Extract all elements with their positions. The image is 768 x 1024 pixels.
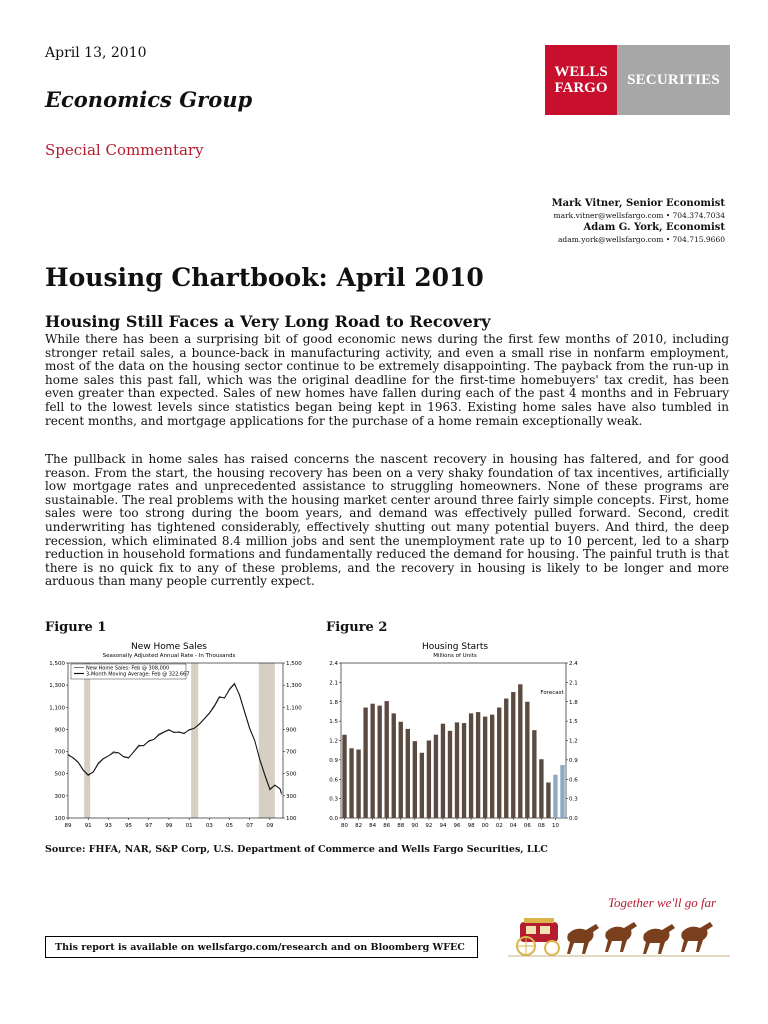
bar [504, 699, 508, 818]
y-tick-label: 1,100 [286, 705, 302, 712]
bar [553, 775, 557, 818]
y-tick-label: 100 [54, 816, 65, 822]
logo-line-2: FARGO [554, 80, 608, 96]
chart-subtitle: Millions of Units [433, 653, 477, 659]
bar [532, 730, 536, 818]
section-heading: Housing Still Faces a Very Long Road to Recovery [45, 312, 491, 331]
y-tick-label: 0.9 [569, 757, 578, 764]
source-note: Source: FHFA, NAR, S&P Corp, U.S. Department of Commerce and Wells Fargo Securities, LLC [45, 844, 548, 855]
bar [462, 723, 466, 818]
x-tick-label: 06 [523, 823, 531, 829]
y-tick-label: 1,500 [286, 661, 302, 667]
bar [377, 706, 381, 818]
bar [420, 753, 424, 818]
report-date: April 13, 2010 [45, 45, 147, 61]
x-tick-label: 88 [397, 823, 405, 829]
x-tick-label: 98 [467, 823, 475, 829]
y-tick-label: 2.4 [329, 661, 338, 667]
y-tick-label: 0.9 [329, 757, 338, 764]
tagline: Together we'll go far [608, 895, 717, 910]
wells-fargo-securities-logo [545, 45, 730, 115]
y-tick-label: 900 [286, 727, 297, 734]
y-tick-label: 500 [54, 771, 65, 778]
x-tick-label: 90 [411, 823, 419, 829]
y-tick-label: 1.2 [329, 738, 338, 745]
y-tick-label: 2.4 [569, 661, 578, 667]
new-home-sales-chart [35, 636, 310, 836]
group-name: Economics Group [45, 87, 253, 112]
y-tick-label: 0.0 [569, 816, 578, 822]
y-tick-label: 0.0 [329, 816, 338, 822]
x-tick-label: 91 [84, 823, 92, 829]
y-tick-label: 300 [54, 793, 65, 800]
horses-icon [567, 922, 713, 954]
y-tick-label: 500 [286, 771, 297, 778]
bar [448, 731, 452, 818]
wells-fargo-logo-block [545, 45, 617, 115]
body-paragraph: The pullback in home sales has raised concerns the nascent recovery in housing has faltered, and for good reason. From the start, the housing recovery has been on a very shaky foundation of tax incentives, artificially low mortgage rates and unprecedented assistance to struggling homeowners. None of these programs are sustainable. The real problems with the housing market center around three fairly simple concepts. First, home sales were too strong during the boom years, and demand was effectively pulled forward. Second, credit underwriting has tightened considerably, effectively shutting out many potential buyers. And third, the deep recession, which eliminated 8.4 million jobs and sent the unemployment rate up to 10 percent, led to a sharp reduction in household formations and fundamentally reduced the demand for housing. The painful truth is that there is no quick fix to any of these problems, and the recovery in housing is likely to be longer and more arduous than many people currently expect. [45, 452, 729, 589]
x-tick-label: 92 [425, 823, 433, 829]
author-name: Adam G. York, Economist [583, 222, 725, 233]
series-line [68, 683, 282, 795]
bar [497, 708, 501, 818]
y-tick-label: 900 [54, 727, 65, 734]
bar [469, 713, 473, 818]
bar [392, 713, 396, 818]
author-block [552, 198, 725, 246]
bar [349, 748, 353, 818]
x-tick-label: 00 [481, 823, 489, 829]
x-tick-label: 95 [125, 823, 133, 829]
bar [518, 684, 522, 818]
legend-entry: New Home Sales: Feb @ 308,000 [86, 665, 170, 672]
bar [434, 735, 438, 818]
bar [511, 692, 515, 818]
bar [483, 717, 487, 818]
recession-band [259, 663, 275, 818]
y-tick-label: 0.3 [329, 796, 338, 803]
housing-starts-chart [315, 636, 590, 836]
chart-title: New Home Sales [131, 642, 207, 652]
author-name: Mark Vitner, Senior Economist [551, 198, 725, 209]
bar [546, 782, 550, 818]
x-tick-label: 89 [64, 823, 72, 829]
bar [525, 702, 529, 818]
document-title: Housing Chartbook: April 2010 [45, 263, 484, 292]
bar [363, 708, 367, 818]
x-tick-label: 01 [185, 823, 193, 829]
x-tick-label: 07 [246, 823, 254, 829]
bar [399, 722, 403, 818]
x-tick-label: 02 [495, 823, 503, 829]
bar [370, 704, 374, 818]
figure-2-label: Figure 2 [326, 620, 388, 635]
x-tick-label: 05 [226, 823, 234, 829]
y-tick-label: 700 [286, 749, 297, 756]
logo-line-1: WELLS [554, 64, 608, 80]
author-contact: adam.york@wellsfargo.com • 704.715.9660 [557, 235, 725, 244]
x-tick-label: 99 [165, 823, 173, 829]
x-tick-label: 03 [205, 823, 213, 829]
legend-entry: 3-Month Moving Average: Feb @ 322,667 [86, 671, 190, 678]
body-paragraph: While there has been a surprising bit of good economic news during the first few months of 2010, including stronger retail sales, a bounce-back in manufacturing activity, and even a small rise in nonfarm employment, most of the data on the housing sector continue to be extremely disappointing. The payback from the run-up in home sales this past fall, which was the original deadline for the first-time homebuyers' tax credit, has been even greater than expected. Sales of new homes have fallen during each of the past 4 months and in February fell to the lowest levels since statistics began being kept in 1963. Existing home sales have also tumbled in recent months, and mortgage applications for the purchase of a home remain exceptionally weak. [45, 332, 729, 428]
forecast-annotation: Forecast [540, 690, 564, 696]
y-tick-label: 1,300 [49, 683, 65, 690]
y-tick-label: 0.3 [569, 796, 578, 803]
bar [560, 765, 564, 818]
x-tick-label: 80 [341, 823, 349, 829]
section-label: Special Commentary [45, 141, 204, 159]
x-tick-label: 94 [439, 823, 447, 829]
x-tick-label: 10 [551, 823, 559, 829]
x-tick-label: 93 [104, 823, 112, 829]
bar [476, 712, 480, 818]
author-contact: mark.vitner@wellsfargo.com • 704.374.7034 [553, 211, 725, 220]
y-tick-label: 100 [286, 816, 297, 822]
y-tick-label: 0.6 [329, 777, 338, 784]
bar [413, 741, 417, 818]
x-tick-label: 97 [145, 823, 153, 829]
y-tick-label: 1.8 [329, 699, 338, 706]
y-tick-label: 1.8 [569, 699, 578, 706]
recession-band [191, 663, 198, 818]
y-tick-label: 1,300 [286, 683, 302, 690]
stagecoach-icon [517, 918, 559, 955]
y-tick-label: 1.5 [569, 719, 578, 726]
chart-title: Housing Starts [421, 642, 489, 652]
x-tick-label: 08 [537, 823, 545, 829]
y-tick-label: 300 [286, 793, 297, 800]
x-tick-label: 96 [453, 823, 461, 829]
x-tick-label: 82 [355, 823, 363, 829]
bar [455, 722, 459, 818]
securities-logo-block: SECURITIES [617, 45, 730, 115]
y-tick-label: 1,100 [49, 705, 65, 712]
x-tick-label: 09 [266, 823, 274, 829]
bar [427, 741, 431, 819]
availability-notice: This report is available on wellsfargo.com/research and on Bloomberg WFEC [45, 936, 478, 958]
x-tick-label: 04 [509, 823, 517, 829]
y-tick-label: 700 [54, 749, 65, 756]
figure-1-label: Figure 1 [45, 620, 107, 635]
recession-band [84, 663, 90, 818]
y-tick-label: 1.2 [569, 738, 578, 745]
bar [441, 724, 445, 818]
x-tick-label: 86 [383, 823, 391, 829]
y-tick-label: 0.6 [569, 777, 578, 784]
plot-frame [68, 663, 283, 818]
bar [406, 729, 410, 818]
bar [356, 750, 360, 818]
series-line [68, 684, 282, 793]
chart-subtitle: Seasonally Adjusted Annual Rate - In Thousands [102, 653, 236, 659]
x-tick-label: 84 [369, 823, 377, 829]
stagecoach-illustration [508, 912, 730, 958]
y-tick-label: 1.5 [329, 719, 338, 726]
y-tick-label: 1,500 [49, 661, 65, 667]
y-tick-label: 2.1 [329, 680, 338, 687]
bar [342, 735, 346, 818]
y-tick-label: 2.1 [569, 680, 578, 687]
bar [385, 701, 389, 818]
bar [490, 715, 494, 818]
bar [539, 759, 543, 818]
